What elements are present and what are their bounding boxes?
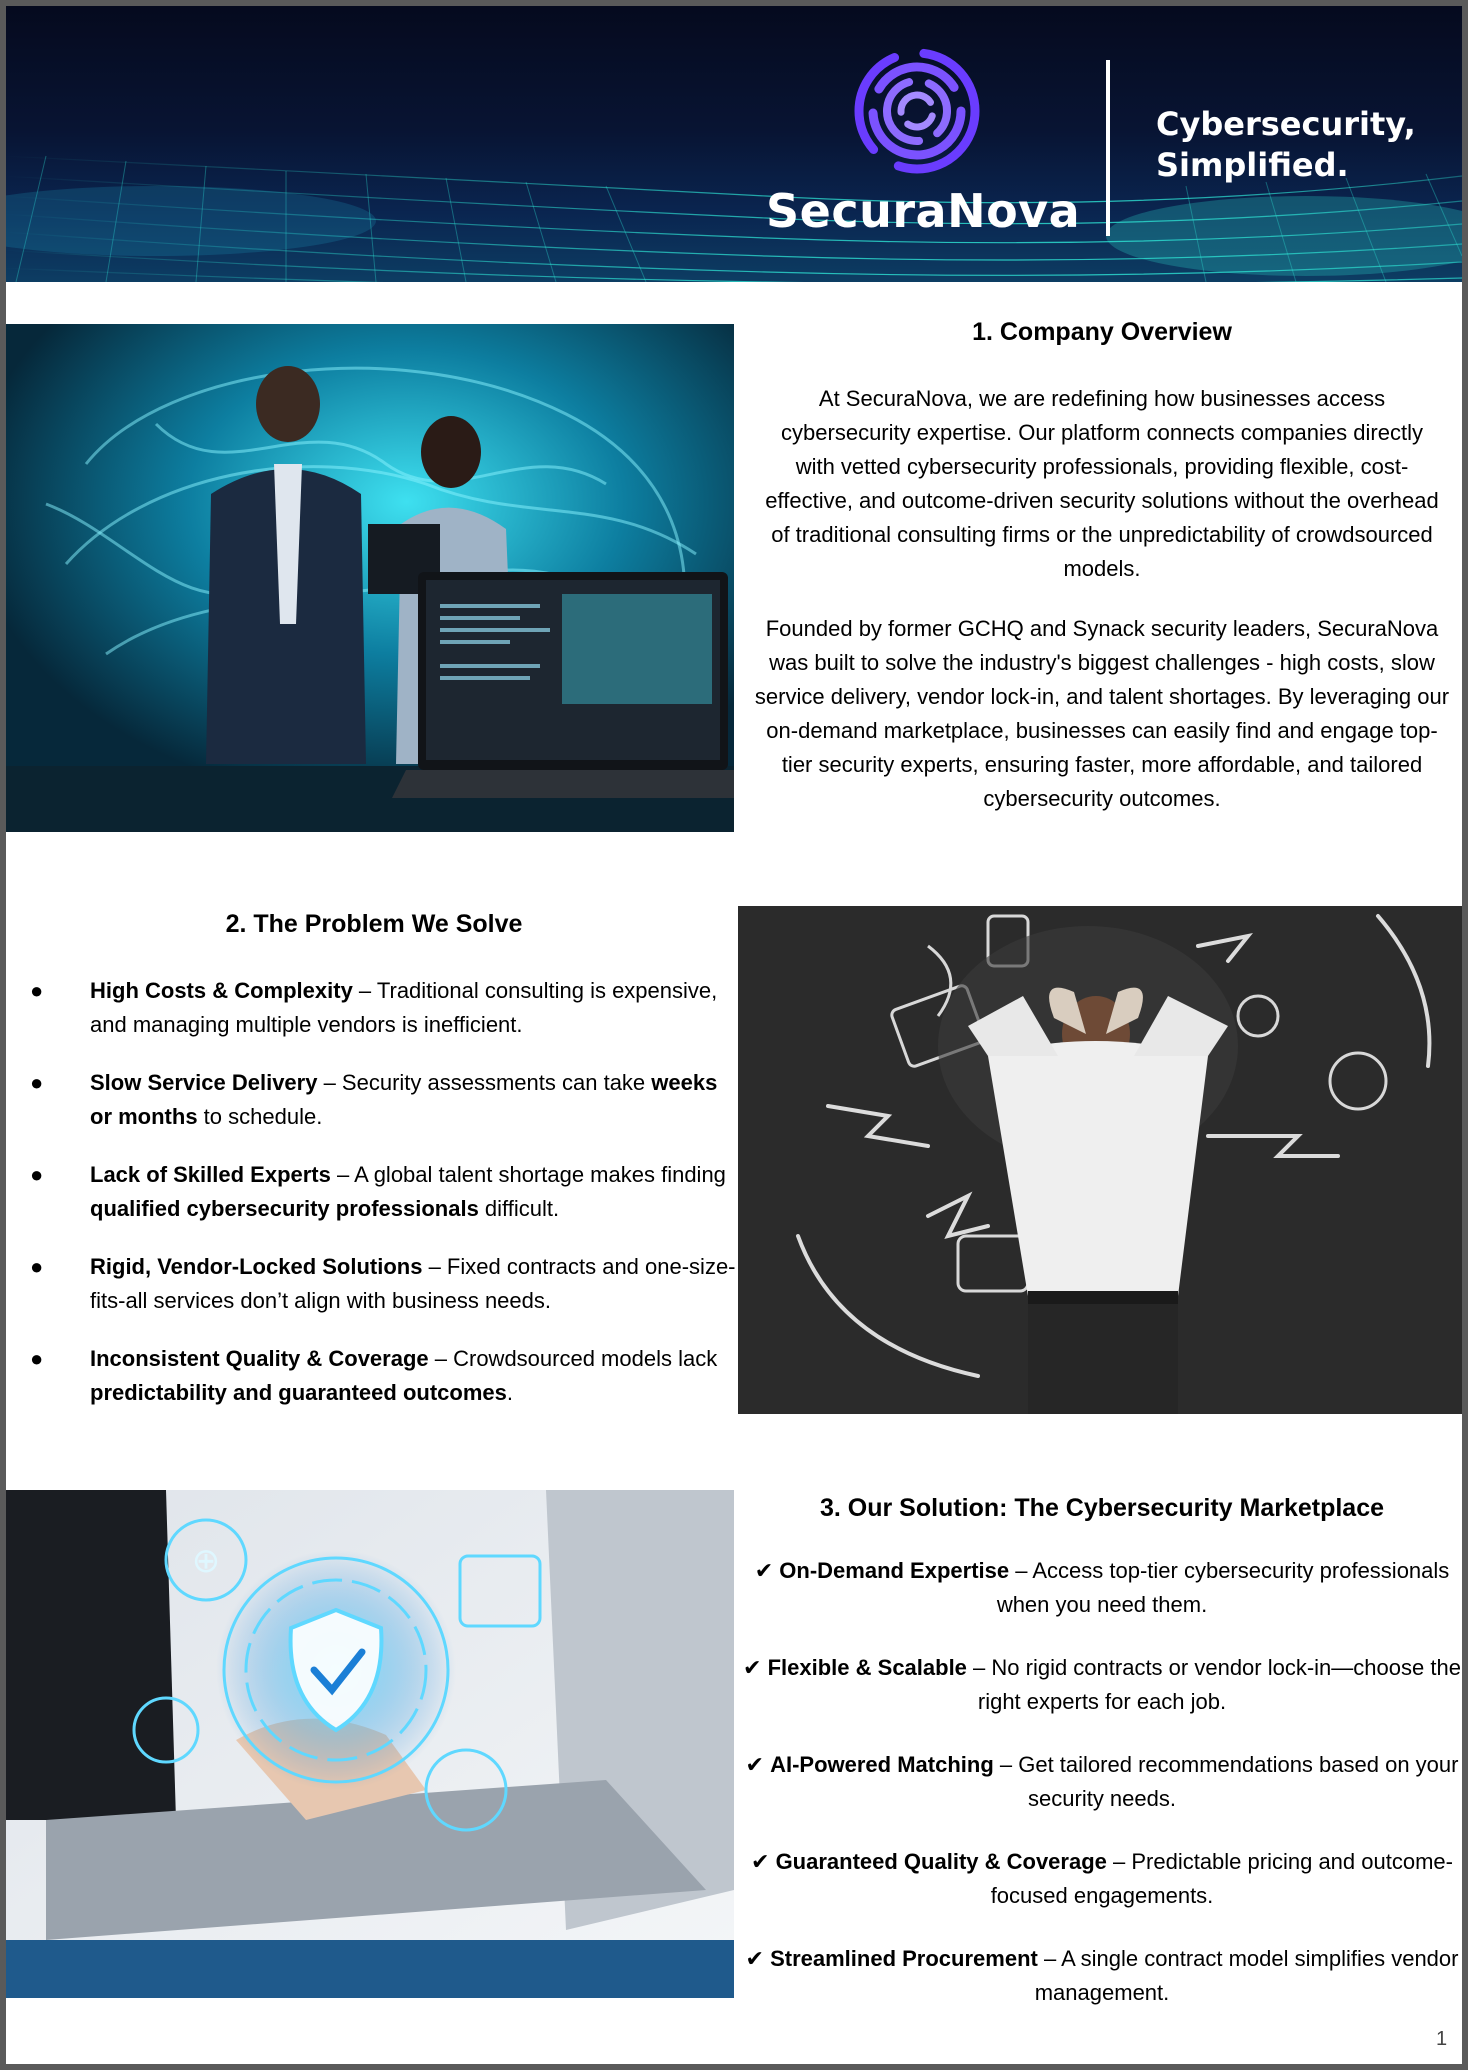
team-with-laptop-photo xyxy=(6,324,734,832)
problem-item-emphasis: qualified cybersecurity professionals xyxy=(90,1196,479,1221)
tagline-line1: Cybersecurity, xyxy=(1156,105,1416,143)
solution-item-heading: Streamlined Procurement xyxy=(770,1946,1038,1971)
checkmark-icon: ✔ xyxy=(745,1752,764,1777)
solution-item xyxy=(742,1554,1462,1622)
solution-item-heading: On-Demand Expertise xyxy=(779,1558,1010,1583)
checkmark-icon: ✔ xyxy=(751,1849,770,1874)
problem-item-text: – Fixed contracts and one-size-fits-all services don’t align with business needs. xyxy=(90,1254,736,1313)
document-page xyxy=(6,6,1462,2064)
securanova-logo-icon xyxy=(852,46,982,176)
bullet-icon: ● xyxy=(30,1162,44,1187)
solution-item xyxy=(742,1748,1462,1816)
overview-paragraph-2: Founded by former GCHQ and Synack security leaders, SecuraNova was built to solve the industry's biggest challenges - high costs, slow service delivery, vendor lock-in, and talent shortages. By leveraging our on-demand marketplace, businesses can easily find and engage top-tier security experts, ensuring faster, more affordable, and tailored cybersecurity outcomes. xyxy=(754,616,1450,811)
svg-text:⊕: ⊕ xyxy=(191,1541,221,1581)
solution-item-text: – A single contract model simplifies vendor management. xyxy=(1034,1946,1459,2005)
brand-name: SecuraNova xyxy=(766,184,1081,238)
problem-item-emphasis: predictability and guaranteed outcomes xyxy=(90,1380,507,1405)
checkmark-icon: ✔ xyxy=(745,1946,764,1971)
problem-item-tail: difficult. xyxy=(478,1196,560,1221)
problem-item-heading: Lack of Skilled Experts xyxy=(90,1162,331,1187)
page-number: 1 xyxy=(1436,2028,1448,2050)
security-shield-laptop-photo xyxy=(6,1490,734,1998)
solution-item-heading: AI-Powered Matching xyxy=(770,1752,994,1777)
bullet-icon: ● xyxy=(30,1254,44,1279)
solution-item-text: – No rigid contracts or vendor lock-in—choose the right experts for each job. xyxy=(966,1655,1461,1714)
bullet-icon: ● xyxy=(30,1346,44,1371)
problem-title: 2. The Problem We Solve xyxy=(225,910,523,938)
problem-list xyxy=(20,974,740,1434)
problem-item-heading: Rigid, Vendor-Locked Solutions xyxy=(90,1254,423,1279)
problem-item xyxy=(20,1250,740,1318)
overview-paragraph-1: At SecuraNova, we are redefining how businesses access cybersecurity expertise. Our platform connects companies directly with vetted cybersecurity professionals, providing flexible, cost-effective, and outcome-driven security solutions without the overhead of traditional consulting firms or the unpredictability of crowdsourced models. xyxy=(765,386,1439,581)
overview-title: 1. Company Overview xyxy=(972,318,1232,346)
tagline-line2: Simplified. xyxy=(1156,146,1349,184)
problem-item xyxy=(20,1066,740,1134)
problem-item-emphasis: weeks or months xyxy=(90,1070,718,1129)
bullet-icon: ● xyxy=(30,978,44,1003)
solution-item xyxy=(742,1651,1462,1719)
problem-item xyxy=(20,1158,740,1226)
solution-item-heading: Guaranteed Quality & Coverage xyxy=(775,1849,1107,1874)
problem-item-heading: Slow Service Delivery xyxy=(90,1070,318,1095)
solution-item xyxy=(742,1942,1462,2010)
solution-item-text: – Access top-tier cybersecurity professionals when you need them. xyxy=(996,1558,1450,1617)
problem-item-text: – Crowdsourced models lack xyxy=(428,1346,718,1371)
checkmark-icon: ✔ xyxy=(754,1558,774,1583)
problem-item-tail: to schedule. xyxy=(197,1104,323,1129)
problem-item-heading: Inconsistent Quality & Coverage xyxy=(90,1346,429,1371)
problem-item-text: – Traditional consulting is expensive, and managing multiple vendors is inefficient. xyxy=(90,978,718,1037)
solution-item xyxy=(742,1845,1462,1913)
solution-title: 3. Our Solution: The Cybersecurity Marketplace xyxy=(819,1494,1385,1522)
problem-item xyxy=(20,974,740,1042)
solution-item-text: – Get tailored recommendations based on your security needs. xyxy=(993,1752,1459,1811)
header-banner xyxy=(6,6,1462,282)
bullet-icon: ● xyxy=(30,1070,44,1095)
checkmark-icon: ✔ xyxy=(743,1655,762,1680)
solution-item-text: – Predictable pricing and outcome-focused engagements. xyxy=(990,1849,1453,1908)
problem-item-heading: High Costs & Complexity xyxy=(90,978,353,1003)
stressed-businessman-photo xyxy=(738,906,1462,1414)
solution-item-heading: Flexible & Scalable xyxy=(767,1655,967,1680)
banner-divider xyxy=(1106,60,1110,236)
problem-item xyxy=(20,1342,740,1410)
tagline xyxy=(1156,104,1416,186)
problem-item-text: – A global talent shortage makes finding xyxy=(330,1162,726,1187)
problem-item-text: – Security assessments can take xyxy=(317,1070,652,1095)
problem-item-tail: . xyxy=(506,1380,513,1405)
